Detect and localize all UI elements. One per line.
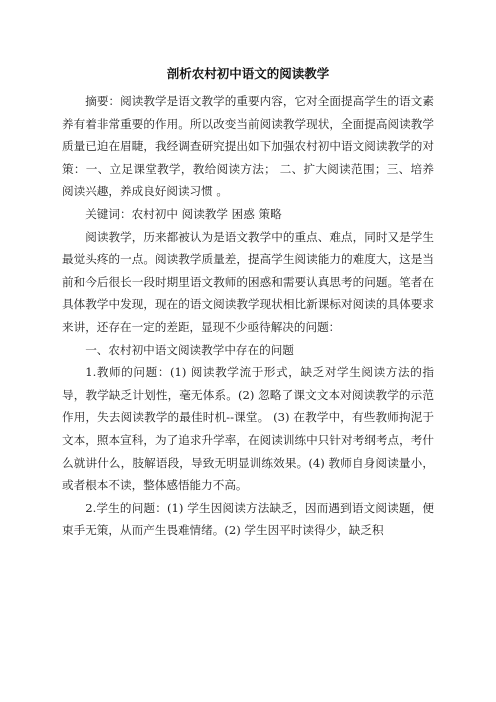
- document-title: 剖析农村初中语文的阅读教学: [166, 66, 330, 81]
- student-issues-paragraph: 2.学生的问题：(1) 学生因阅读方法缺乏，因而遇到语文阅读题，便束手无策，从而产生畏难情绪。(2) 学生因平时读得少，缺乏积: [62, 500, 434, 538]
- section-heading: 一、农村初中语文阅读教学中存在的问题: [85, 342, 294, 357]
- abstract-paragraph: 摘要：阅读教学是语文教学的重要内容，它对全面提高学生的语文素养有着非常重要的作用。所以改变当前阅读教学现状，全面提高阅读教学质量已迫在眉睫，我经调查研究提出如下加强农村初中语文阅读教学的对策：一、立足课堂教学，教给阅读方法； 二、扩大阅读范围；三、培养阅读兴趣，养成良好阅读习惯 。: [62, 94, 434, 199]
- document-body: [62, 90, 434, 542]
- intro-paragraph: 阅读教学，历来都被认为是语文教学中的重点、难点，同时又是学生最觉头疼的一点。阅读教学质量差，提高学生阅读能力的难度大，这是当前和今后很长一段时期里语文教师的困惑和需要认真思考的问题。笔者在具体教学中发现，现在的语文阅读教学现状相比新课标对阅读的具体要求来讲，还存在一定的差距，显现不少亟待解决的问题：: [62, 229, 434, 334]
- teacher-issues-paragraph: 1.教师的问题：(1) 阅读教学流于形式，缺乏对学生阅读方法的指导，教学缺乏计划性，毫无体系。(2) 忽略了课文文本对阅读教学的示范作用，失去阅读教学的最佳时机--课堂。 (3) 在教学中，有些教师拘泥于文本，照本宣科，为了追求升学率，在阅读训练中只针对考纲考点，考什么就讲什么，肢解语段，导致无明显训练效果。(4) 教师自身阅读量小，或者根本不读，整体感悟能力不高。: [62, 365, 434, 493]
- keywords-paragraph: 关键词：农村初中 阅读教学 困惑 策略: [85, 206, 282, 221]
